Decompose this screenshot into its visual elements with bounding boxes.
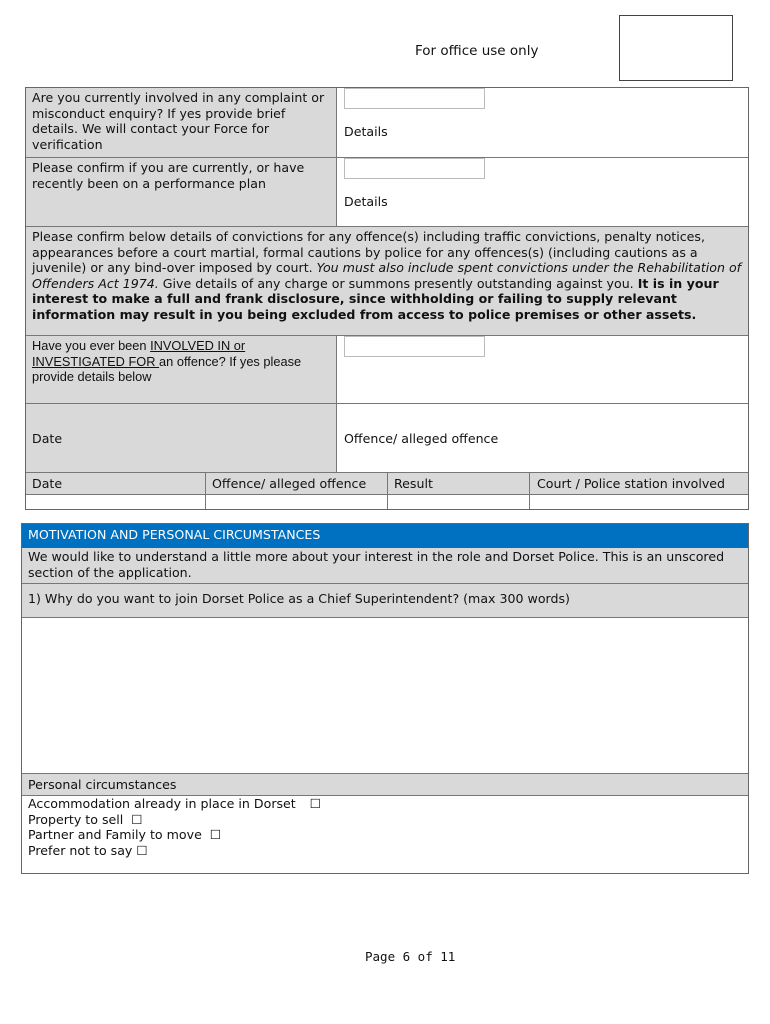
- option-partner-family: Partner and Family to move ☐: [28, 827, 222, 843]
- motivation-section: [21, 523, 749, 874]
- performance-answer-cell: [336, 157, 748, 226]
- involved-input[interactable]: [344, 336, 485, 357]
- office-use-box: [619, 15, 733, 81]
- motivation-header: MOTIVATION AND PERSONAL CIRCUMSTANCES: [22, 524, 748, 548]
- convictions-section: [25, 87, 749, 510]
- office-use-label: For office use only: [415, 43, 539, 59]
- offence-label: Offence/ alleged offence: [344, 431, 499, 446]
- table-cell-date[interactable]: [26, 494, 205, 509]
- table-cell-offence[interactable]: [205, 494, 387, 509]
- table-cell-result[interactable]: [387, 494, 529, 509]
- offence-cell: [336, 403, 748, 472]
- checkbox-prefer-not[interactable]: ☐: [136, 842, 148, 858]
- checkbox-accommodation[interactable]: ☐: [309, 796, 322, 811]
- involved-question: [26, 335, 336, 403]
- complaint-answer-cell: [336, 88, 748, 157]
- table-header-date: Date: [26, 472, 205, 494]
- table-header-result: Result: [387, 472, 529, 494]
- involved-answer-cell: [336, 335, 748, 403]
- complaint-details-label: Details: [344, 124, 388, 139]
- performance-input[interactable]: [344, 158, 485, 179]
- checkbox-partner-family[interactable]: ☐: [209, 827, 222, 843]
- complaint-question: Are you currently involved in any complaint or misconduct enquiry? If yes provide brief details. We will contact your Force for verification: [26, 88, 336, 157]
- date-cell: [26, 403, 336, 472]
- performance-question: Please confirm if you are currently, or have recently been on a performance plan: [26, 157, 336, 226]
- table-header-court: Court / Police station involved: [529, 472, 748, 494]
- page-number: Page 6 of 11: [365, 949, 456, 964]
- motivation-intro: We would like to understand a little more about your interest in the role and Dorset Police. This is an unscored section of the application.: [22, 548, 748, 583]
- convictions-instructions: [26, 226, 748, 335]
- question-1: 1) Why do you want to join Dorset Police as a Chief Superintendent? (max 300 words): [22, 583, 748, 617]
- involved-text-post: an offence? If yes please provide details below: [32, 353, 302, 385]
- table-cell-court[interactable]: [529, 494, 748, 509]
- convictions-text-bold: It is in your interest to make a full and frank disclosure, since withholding or failing to supply relevant information may result in you being excluded from access to police premises or other assets.: [32, 275, 719, 322]
- convictions-text-italic: You must also include spent convictions under the Rehabilitation of Offenders Act 1974.: [32, 260, 742, 291]
- convictions-text-2: Give details of any charge or summons presently outstanding against you.: [158, 275, 638, 291]
- table-header-offence: Offence/ alleged offence: [205, 472, 387, 494]
- performance-details-label: Details: [344, 194, 388, 209]
- option-accommodation: Accommodation already in place in Dorset ☐: [28, 796, 322, 811]
- checkbox-property[interactable]: ☐: [131, 811, 143, 827]
- personal-options: [22, 796, 748, 873]
- involved-text-pre: Have you ever been: [32, 338, 151, 353]
- personal-circumstances-label: Personal circumstances: [22, 773, 748, 796]
- involved-text-underline: INVOLVED IN or INVESTIGATED FOR: [32, 338, 246, 369]
- complaint-input[interactable]: [344, 88, 485, 109]
- convictions-text-1: Please confirm below details of convictions for any offence(s) including traffic convictions, penalty notices, appearances before a court martial, formal cautions by police for any offences(s) (including cautions as a juvenile) or any bind-over imposed by court.: [32, 229, 705, 276]
- answer-1-field[interactable]: [22, 617, 748, 773]
- option-prefer-not: Prefer not to say ☐: [28, 842, 148, 858]
- date-label: Date: [32, 431, 63, 446]
- option-property: Property to sell ☐: [28, 811, 143, 827]
